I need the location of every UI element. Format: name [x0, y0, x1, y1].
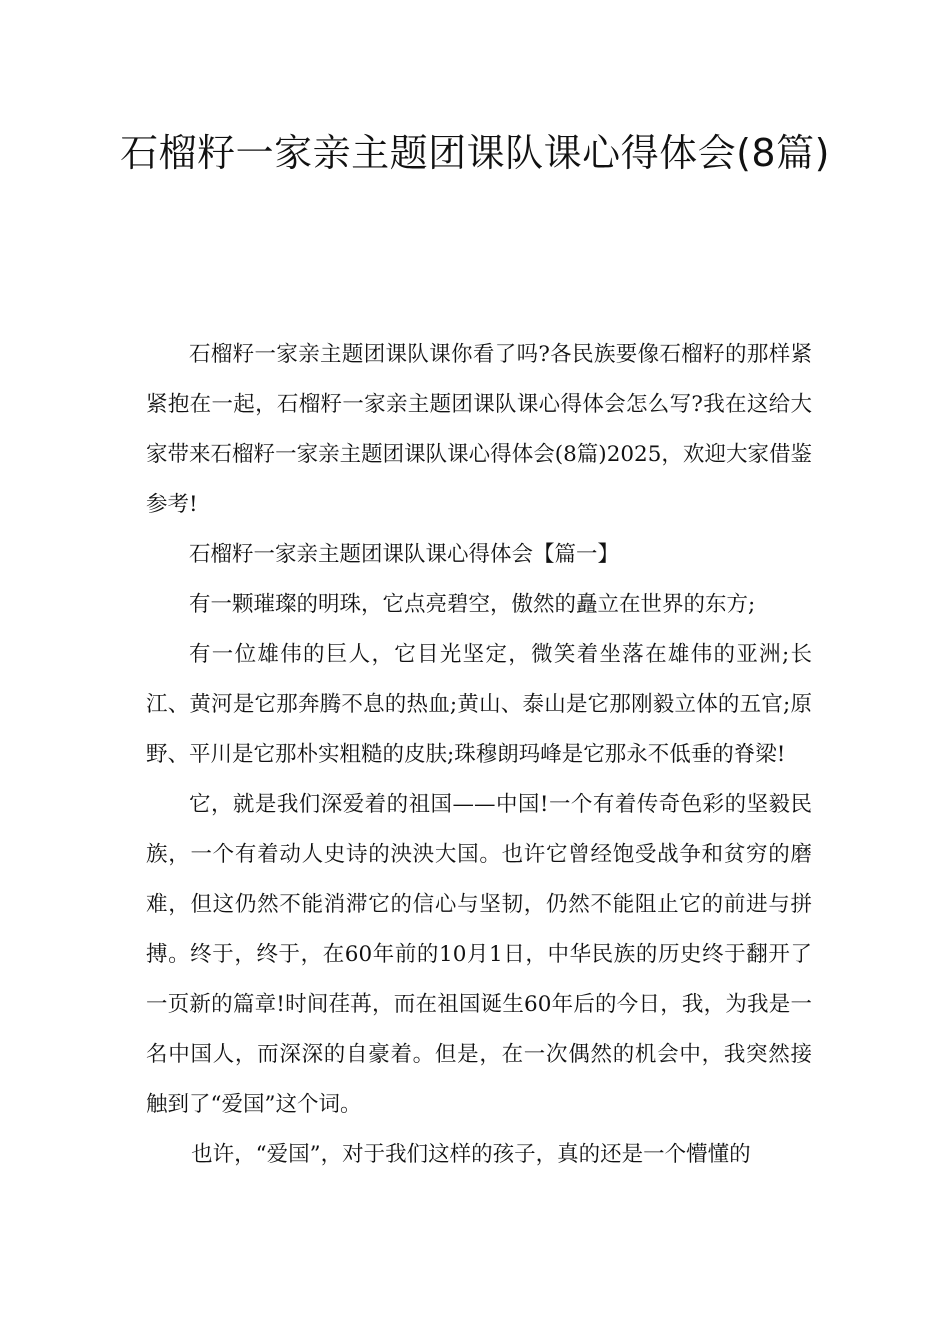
paragraph: 有一位雄伟的巨人，它目光坚定，微笑着坐落在雄伟的亚洲;长江、黄河是它那奔腾不息的热血;黄山、泰山是它那刚毅立体的五官;原野、平川是它那朴实粗糙的皮肤;珠穆朗玛峰是它那永不低垂的脊梁! [146, 642, 812, 767]
document-body [146, 330, 812, 1180]
paragraph: 它，就是我们深爱着的祖国——中国!一个有着传奇色彩的坚毅民族，一个有着动人史诗的泱泱大国。也许它曾经饱受战争和贫穷的磨难，但这仍然不能消滞它的信心与坚韧，仍然不能阻止它的前进与拼搏。终于，终于，在60年前的10月1日，中华民族的历史终于翻开了一页新的篇章!时间荏苒，而在祖国诞生60年后的今日，我，为我是一名中国人，而深深的自豪着。但是，在一次偶然的机会中，我突然接触到了“爱国”这个词。 [146, 792, 812, 1117]
paragraph: 也许，“爱国”，对于我们这样的孩子，真的还是一个懵懂的 [191, 1142, 751, 1167]
section-heading: 石榴籽一家亲主题团课队课心得体会【篇一】 [189, 542, 620, 567]
paragraph-intro: 石榴籽一家亲主题团课队课你看了吗?各民族要像石榴籽的那样紧紧抱在一起，石榴籽一家亲主题团课队课心得体会怎么写?我在这给大家带来石榴籽一家亲主题团课队课心得体会(8篇)2025，欢迎大家借鉴参考! [146, 342, 812, 517]
document-title: 石榴籽一家亲主题团课队课心得体会(8篇) [120, 131, 830, 175]
paragraph: 有一颗璀璨的明珠，它点亮碧空，傲然的矗立在世界的东方; [189, 592, 756, 617]
